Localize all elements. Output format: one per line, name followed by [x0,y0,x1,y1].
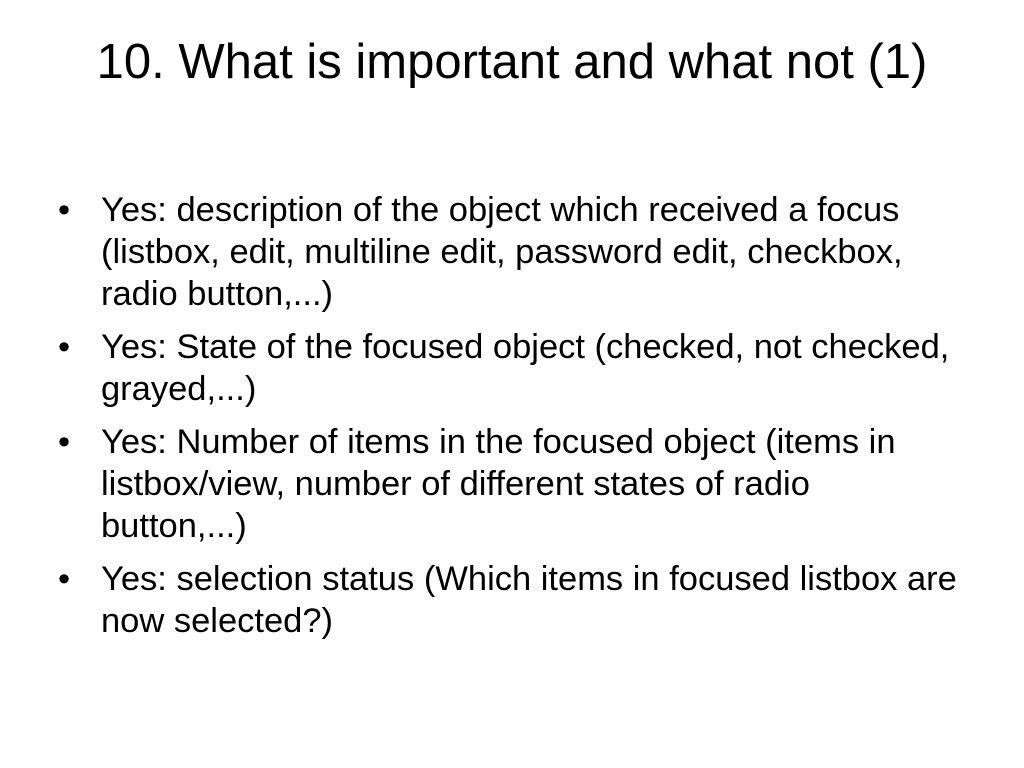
bullet-icon: • [58,328,71,366]
bullet-item [58,189,958,315]
bullet-text: Yes: State of the focused object (checked, not checked, grayed,...) [101,328,950,408]
bullet-list [58,189,958,653]
bullet-text: Yes: Number of items in the focused object (items in listbox/view, number of different states of radio button,...) [101,423,896,545]
bullet-item [58,326,958,410]
bullet-text: Yes: selection status (Which items in focused listbox are now selected?) [101,560,957,640]
bullet-item [58,421,958,547]
bullet-item [58,558,958,642]
bullet-icon: • [58,560,71,598]
bullet-text: Yes: description of the object which received a focus (listbox, edit, multiline edit, password edit, checkbox, radio button,...) [101,191,903,313]
bullet-icon: • [58,191,71,229]
slide-title: 10. What is important and what not (1) [96,35,928,89]
bullet-icon: • [58,423,71,461]
